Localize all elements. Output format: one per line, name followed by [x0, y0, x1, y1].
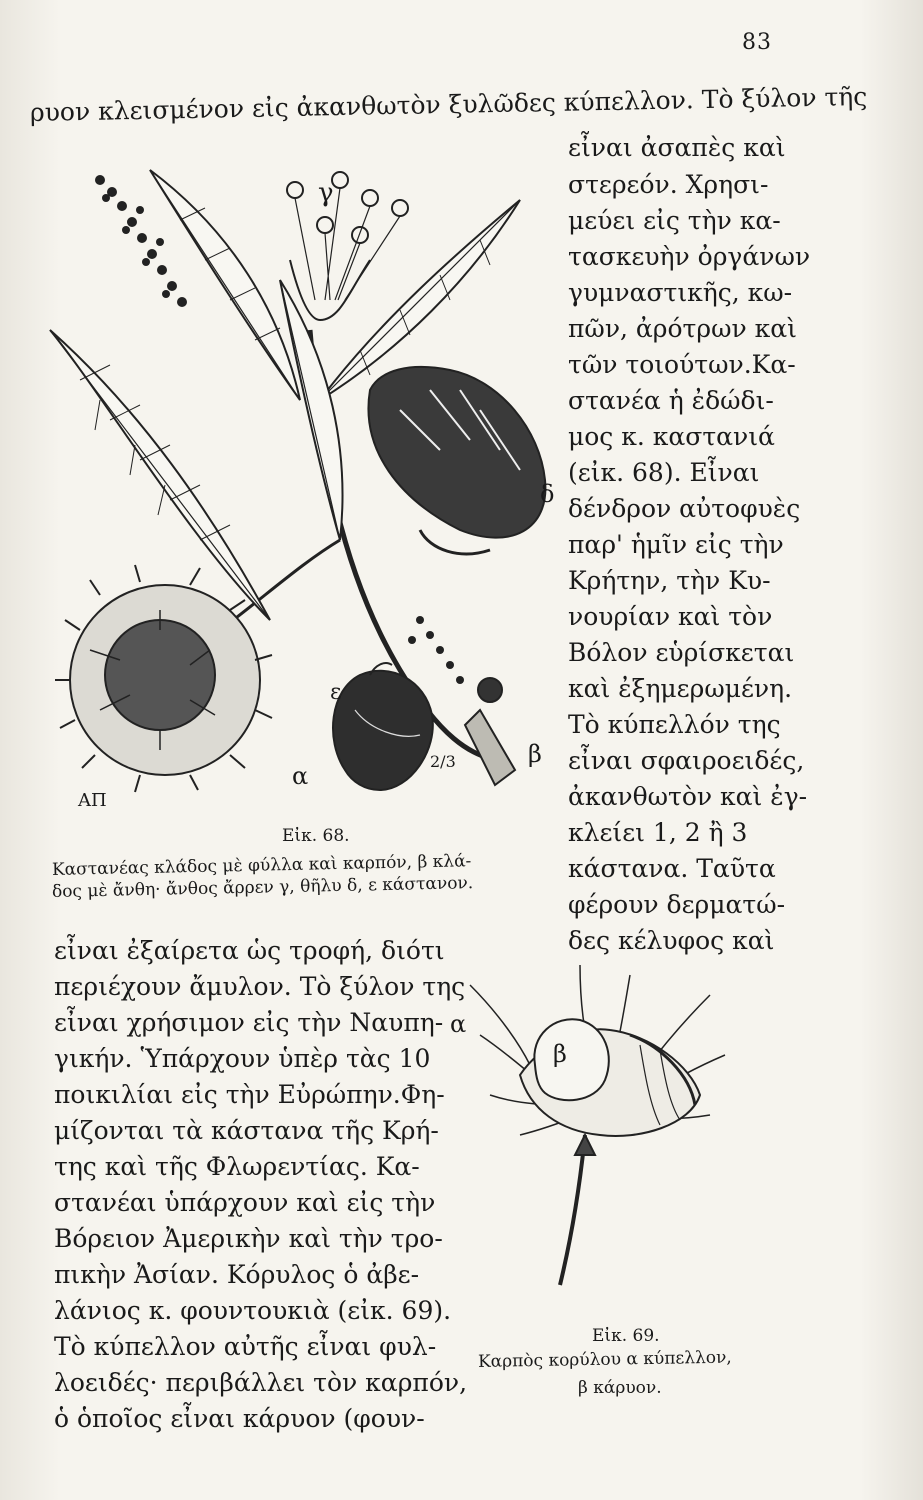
left-column-line: γικήν. Ὑπάρχουν ὑπὲρ τὰς 10 — [54, 1044, 431, 1073]
figure-68-scale: 2/3 — [430, 752, 456, 771]
left-column-line: της καὶ τῆς Φλωρεντίας. Κα- — [54, 1152, 420, 1181]
left-column-line: πικὴν Ἀσίαν. Κόρυλος ὁ ἀβε- — [54, 1260, 420, 1289]
left-column-line: Βόρειον Ἀμερικὴν καὶ τὴν τρο- — [54, 1224, 443, 1253]
left-column-line: εἶναι ἐξαίρετα ὡς τροφή, διότι — [54, 936, 445, 965]
spiny-burr-alpha — [55, 565, 272, 792]
right-column-line: νουρίαν καὶ τὸν — [568, 602, 773, 631]
figure-69-number: Εἰκ. 69. — [592, 1326, 660, 1346]
chestnut-leaf-left — [50, 330, 270, 620]
figure-69-label-alpha: α — [450, 1010, 467, 1038]
right-column-line: στανέα ἡ ἐδώδι- — [568, 386, 774, 415]
right-column-line: πῶν, ἀρότρων καὶ — [568, 314, 797, 343]
left-column-line: περιέχουν ἄμυλον. Τὸ ξύλον της — [54, 972, 466, 1001]
left-column-line: μίζονται τὰ κάστανα τῆς Κρή- — [54, 1116, 439, 1145]
right-column-line: Βόλον εὑρίσκεται — [568, 638, 795, 667]
right-column-line: κάστανα. Ταῦτα — [568, 854, 776, 883]
branch-tip-beta — [465, 678, 515, 785]
figure-68-signature: ΑΠ — [78, 790, 107, 811]
right-column-line: κλείει 1, 2 ἢ 3 — [568, 818, 748, 847]
right-column-line: παρ' ἡμῖν εἰς τὴν — [568, 530, 784, 559]
figure-68-illustration — [40, 150, 560, 810]
right-column-line: ἀκανθωτὸν καὶ ἐγ- — [568, 782, 808, 811]
figure-68-label-gamma: γ — [318, 178, 334, 208]
figure-69-illustration — [460, 955, 740, 1295]
figure-69-caption-line: Καρπὸς κορύλου α κύπελλον, — [477, 1347, 732, 1372]
figure-68-caption-line: δος μὲ ἄνθη· ἄνθος ἄρρεν γ, θῆλυ δ, ε κάστανον. — [51, 873, 474, 902]
male-flower-gamma — [287, 172, 408, 320]
figure-68-caption-line: Καστανέας κλάδος μὲ φύλλα καὶ καρπόν, β κλά- — [51, 851, 472, 880]
right-column-line: μεύει εἰς τὴν κα- — [568, 206, 781, 235]
right-column-line: (εἰκ. 68). Εἶναι — [568, 458, 760, 487]
right-column-line: τασκευὴν ὀργάνων — [568, 242, 811, 271]
top-text-line: ρυον κλεισμένον εἰς ἀκανθωτὸν ξυλῶδες κύπελλον. Τὸ ξύλον τῆς — [29, 81, 868, 127]
hazelnut-beta — [534, 1019, 608, 1100]
figure-69-label-beta: β — [553, 1040, 567, 1068]
figure-68-label-beta: β — [528, 740, 542, 768]
hazel-stalk — [560, 1135, 595, 1285]
left-column-line: ὁ ὁποῖος εἶναι κάρυον (φουν- — [54, 1404, 425, 1433]
left-column-line: Τὸ κύπελλον αὐτῆς εἶναι φυλ- — [54, 1332, 437, 1361]
left-column-line: εἶναι χρήσιμον εἰς τὴν Ναυπη- — [54, 1008, 444, 1037]
left-column-line: λάνιος κ. φουντουκιὰ (εἰκ. 69). — [54, 1296, 452, 1325]
right-column-line: στερεόν. Χρησι- — [568, 170, 769, 199]
figure-69-caption-line: β κάρυον. — [578, 1378, 662, 1398]
figure-68-number: Εἰκ. 68. — [282, 826, 350, 846]
figure-68-label-epsilon: ε — [330, 680, 342, 705]
right-column-line: γυμναστικῆς, κω- — [568, 278, 793, 307]
right-column-line: τῶν τοιούτων.Κα- — [568, 350, 796, 379]
right-column-line: εἶναι σφαιροειδές, — [568, 746, 805, 775]
left-column-line: στανέαι ὑπάρχουν καὶ εἰς τὴν — [54, 1188, 436, 1217]
figure-68-label-alpha: α — [292, 762, 309, 790]
chestnut-leaf-center — [280, 280, 343, 540]
right-column-line: εἶναι ἀσαπὲς καὶ — [568, 133, 786, 162]
right-column-line: φέρουν δερματώ- — [568, 890, 786, 919]
page-number: 83 — [742, 30, 772, 55]
right-column-line: Κρήτην, τὴν Κυ- — [568, 566, 771, 595]
left-column-line: ποικιλίαι εἰς τὴν Εὐρώπην.Φη- — [54, 1080, 445, 1109]
figure-68-label-delta: δ — [540, 480, 555, 508]
right-column-line: δένδρον αὐτοφυὲς — [568, 494, 801, 523]
left-column-line: λοειδές· περιβάλλει τὸν καρπόν, — [54, 1368, 468, 1397]
right-column-line: καὶ ἐξημερωμένη. — [568, 674, 793, 703]
right-column-line: Τὸ κύπελλόν της — [568, 710, 781, 739]
right-column-line: μος κ. καστανιά — [568, 422, 775, 451]
chestnut-nut-epsilon — [333, 663, 433, 790]
female-flower-delta — [368, 367, 545, 554]
right-column-line: δες κέλυφος καὶ — [568, 926, 775, 955]
